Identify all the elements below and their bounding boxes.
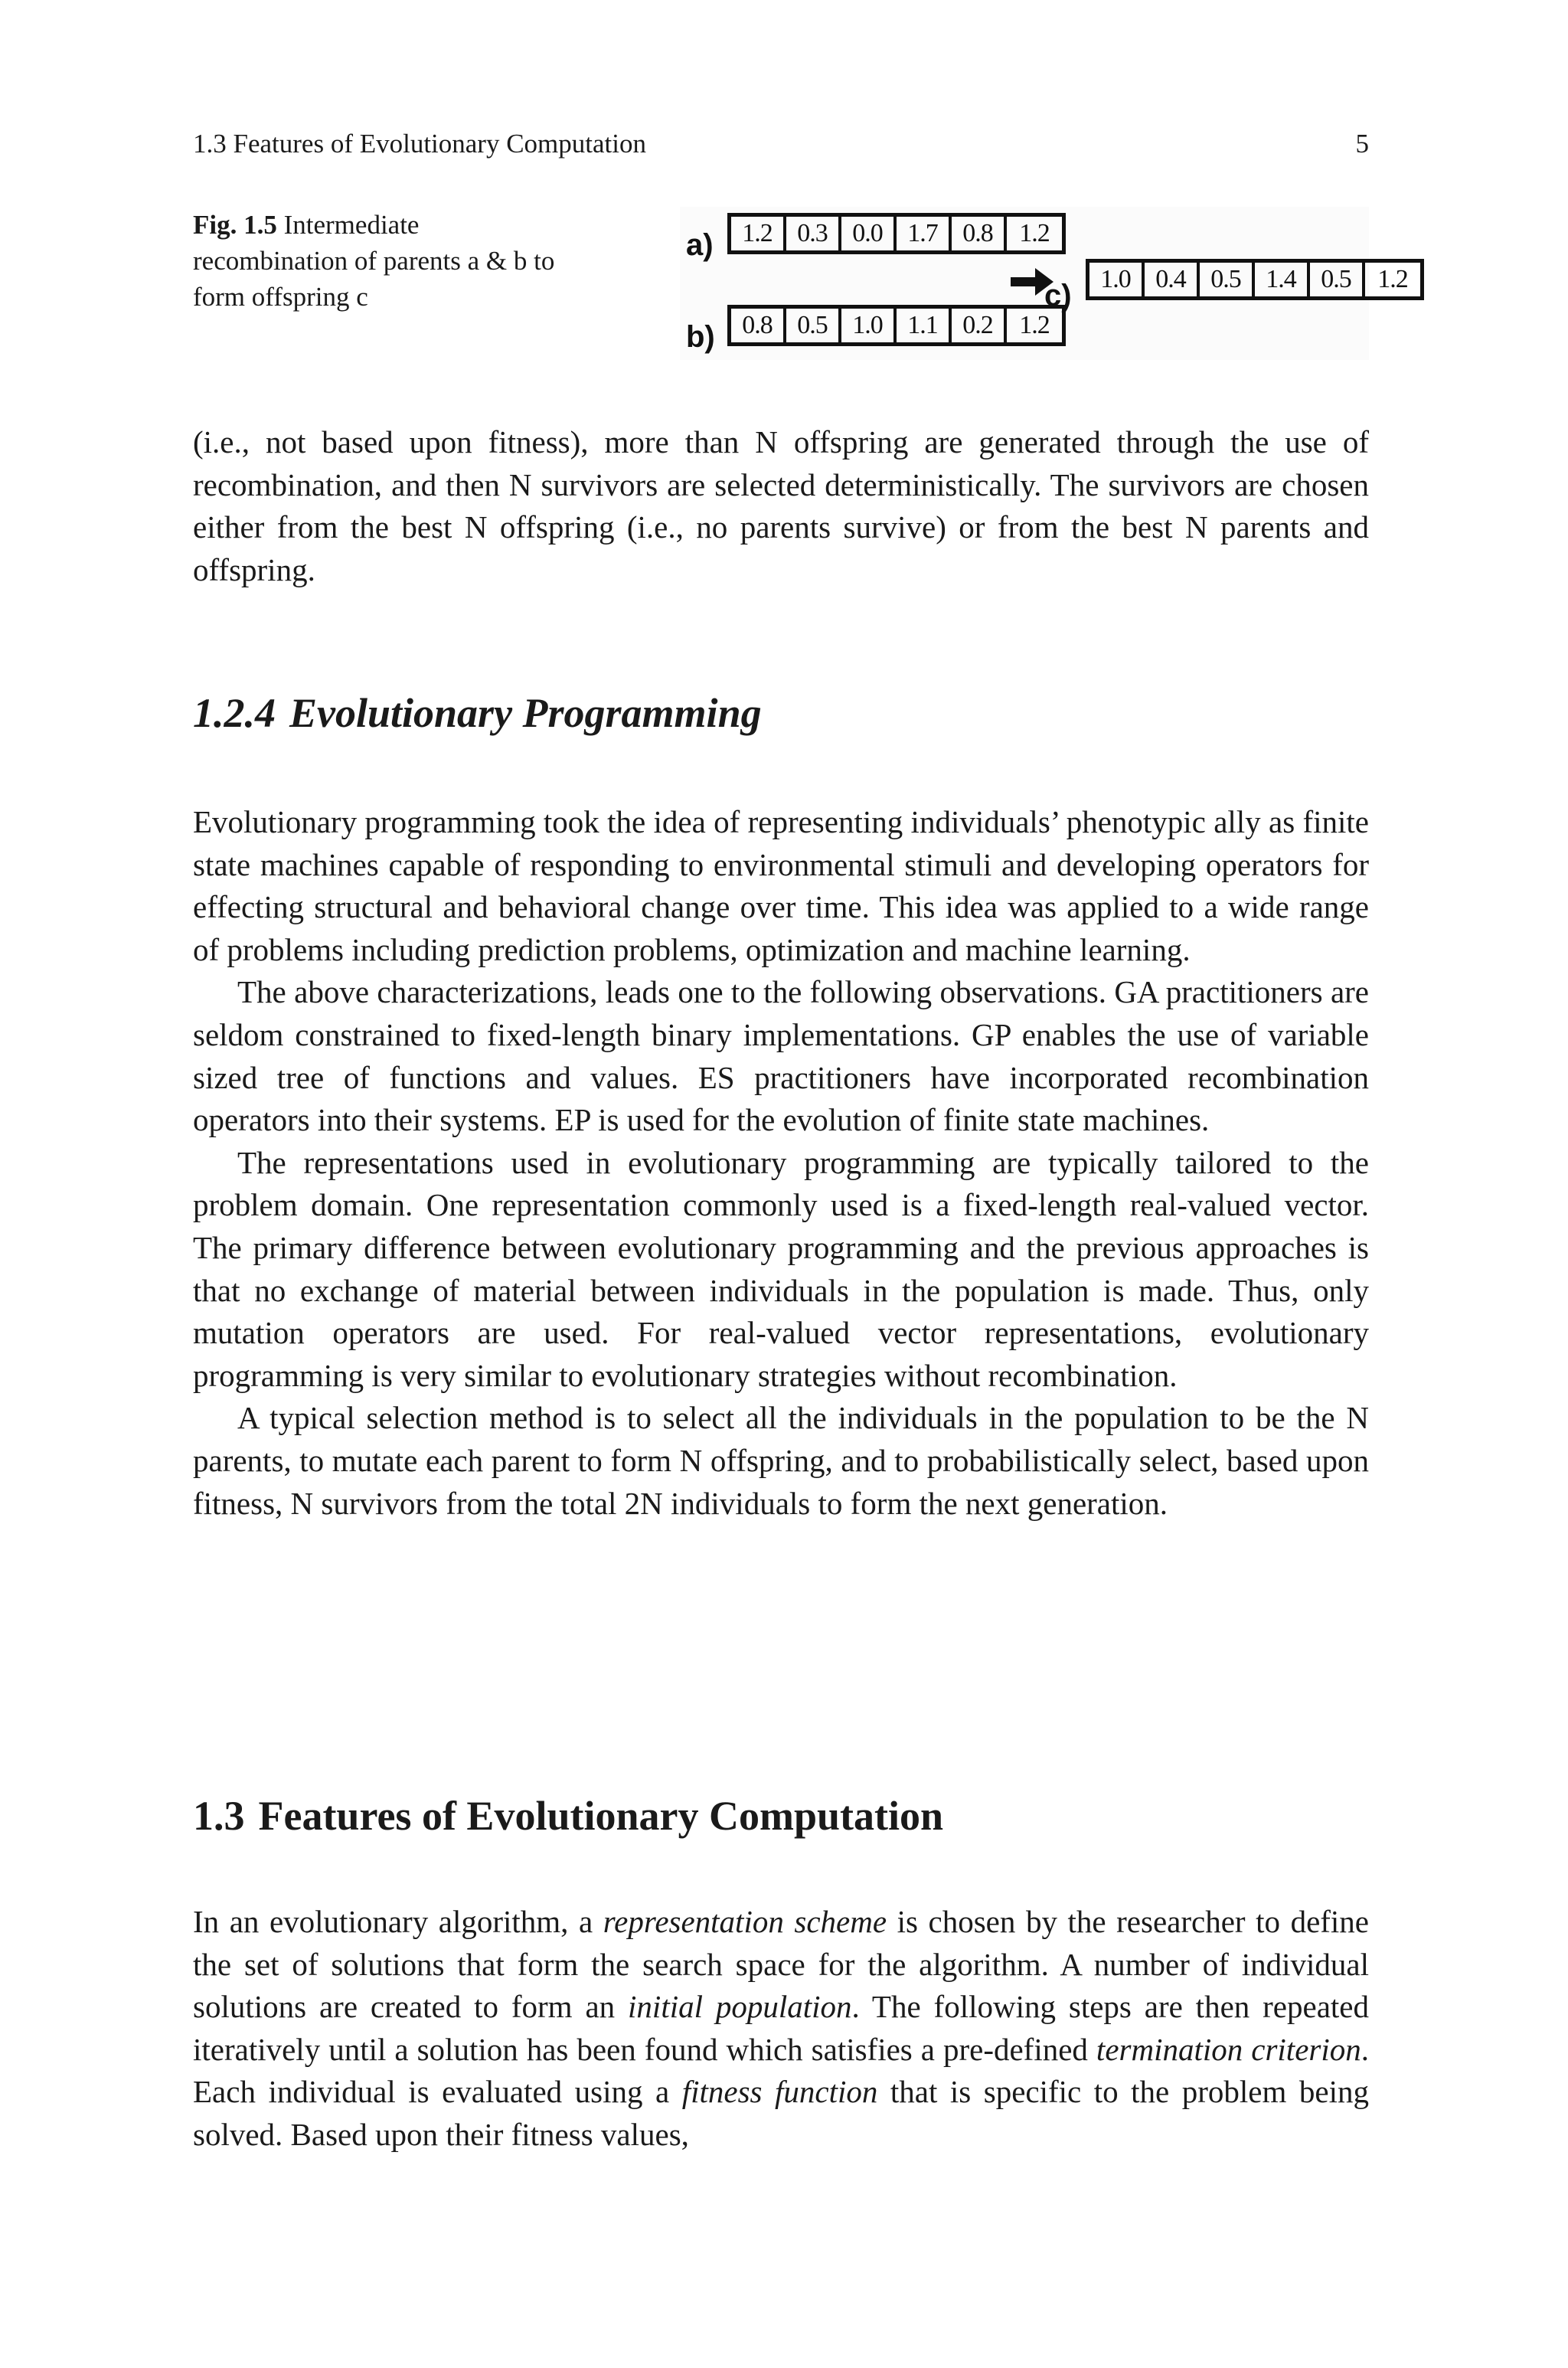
term-initial-population: initial population bbox=[628, 1989, 852, 2025]
gene-cell: 1.4 bbox=[1255, 263, 1310, 296]
gene-cell: 1.1 bbox=[897, 309, 952, 342]
running-head bbox=[193, 129, 1369, 159]
paragraph: The representations used in evolutionary programming are typically tailored to the problem domain. One representation commonly used is a fixed-length real-valued vector. The primary difference between evolutionary programming and the previous approaches is that no exchange of material between individuals in the population is made. Thus, only mutation operators are used. For real-valued vector representations, evolutionary programming is very similar to evolutionary strategies without recombination. bbox=[193, 1144, 1369, 1393]
page-number: 5 bbox=[1355, 129, 1369, 159]
term-termination-criterion: termination criterion bbox=[1096, 2031, 1361, 2067]
section-heading bbox=[193, 1792, 943, 1840]
gene-cell: 1.0 bbox=[841, 309, 897, 342]
gene-cell: 0.5 bbox=[1200, 263, 1255, 296]
subsection-body bbox=[193, 801, 1369, 1525]
gene-cell: 0.8 bbox=[952, 217, 1007, 250]
gene-cell: 1.0 bbox=[1089, 263, 1145, 296]
term-representation-scheme: representation scheme bbox=[603, 1904, 887, 1939]
offspring-c-vector bbox=[1086, 259, 1424, 300]
subsection-number: 1.2.4 bbox=[193, 690, 276, 736]
gene-cell: 0.3 bbox=[786, 217, 841, 250]
paragraph: In an evolutionary algorithm, a representation scheme is chosen by the researcher to define the set of solutions that form the search space for the algorithm. A number of individual solutions are created to form an initial population. The following steps are then repeated iteratively until a solution has been found which satisfies a pre-defined termination criterion. Each individual is evaluated using a fitness function that is specific to the problem being solved. Based upon their fitness values, bbox=[193, 1904, 1370, 2152]
subsection-heading bbox=[193, 689, 762, 737]
subsection-title: Evolutionary Programming bbox=[289, 690, 762, 736]
gene-cell: 0.2 bbox=[952, 309, 1007, 342]
paragraph: A typical selection method is to select all the individuals in the population to be the N parents, to mutate each parent to form N offspring, and to probabilistically select, based upon fitness, N survivors from the total 2N individuals to form the next generation. bbox=[193, 1400, 1369, 1521]
label-a: a) bbox=[686, 228, 714, 262]
gene-cell: 0.8 bbox=[731, 309, 786, 342]
figure-caption bbox=[193, 207, 560, 315]
gene-cell: 1.2 bbox=[1377, 265, 1408, 293]
paragraph: Evolutionary programming took the idea of representing individuals’ phenotypic ally as finite state machines capable of responding to environmental stimuli and developing operators for effecting structural and behavioral change over time. This idea was applied to a wide range of problems including prediction problems, optimization and machine learning. bbox=[193, 804, 1369, 967]
gene-cell: 0.5 bbox=[786, 309, 841, 342]
label-c: c) bbox=[1044, 279, 1072, 312]
label-b: b) bbox=[686, 320, 715, 354]
gene-cell: 1.2 bbox=[1019, 219, 1050, 247]
gene-cell: 0.5 bbox=[1310, 263, 1365, 296]
gene-cell: 0.0 bbox=[841, 217, 897, 250]
term-fitness-function: fitness function bbox=[681, 2074, 878, 2110]
parent-b-vector bbox=[727, 305, 1066, 346]
section-title: Features of Evolutionary Computation bbox=[258, 1793, 944, 1839]
running-head-section: 1.3 Features of Evolutionary Computation bbox=[193, 129, 646, 159]
gene-cell: 1.2 bbox=[731, 217, 786, 250]
figure-caption-text: Intermediate recombination of parents a & b to form offspring c bbox=[193, 210, 555, 312]
gene-cell: 1.7 bbox=[897, 217, 952, 250]
gene-cell: 0.4 bbox=[1145, 263, 1200, 296]
parent-a-vector bbox=[727, 213, 1066, 254]
gene-cell: 1.2 bbox=[1019, 311, 1050, 339]
paragraph: The above characterizations, leads one to the following observations. GA practitioners are seldom constrained to fixed-length binary implementations. GP enables the use of variable sized tree of functions and values. ES practitioners have incorporated recombination operators into their systems. EP is used for the evolution of finite state machines. bbox=[193, 974, 1369, 1138]
recombination-figure bbox=[680, 207, 1408, 360]
figure-number: Fig. 1.5 bbox=[193, 210, 277, 240]
intro-paragraph: (i.e., not based upon fitness), more than N offspring are generated through the use of recombination, and then N survivors are selected deterministically. The survivors are chosen either from the best N offspring (i.e., no parents survive) or from the best N parents and offspring. bbox=[193, 424, 1369, 587]
section-body bbox=[193, 1901, 1369, 2157]
section-number: 1.3 bbox=[193, 1793, 245, 1839]
